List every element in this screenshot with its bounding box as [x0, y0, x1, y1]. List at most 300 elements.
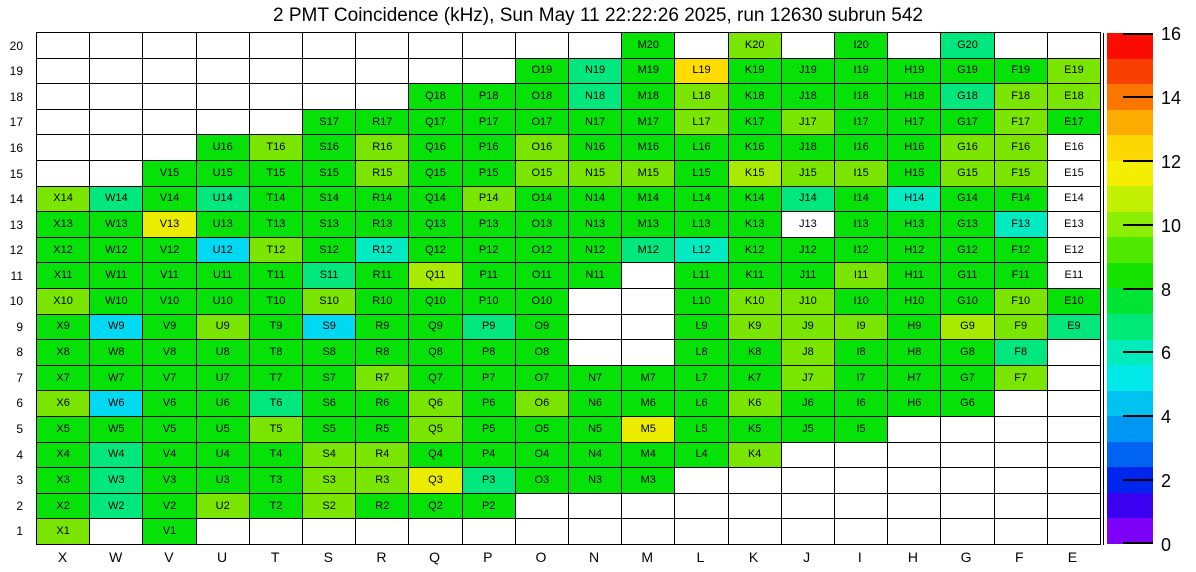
cell-N18: N18	[569, 84, 621, 109]
cell-T1-empty	[250, 519, 302, 544]
cell-G14: G14	[941, 187, 993, 212]
cell-O20-empty	[516, 33, 568, 58]
cell-R3: R3	[356, 468, 408, 493]
cell-H6: H6	[888, 391, 940, 416]
cell-J17: J17	[782, 110, 834, 135]
cell-J12: J12	[782, 238, 834, 263]
cell-O11: O11	[516, 263, 568, 288]
colorbar-tick-label-4: 4	[1161, 407, 1172, 428]
cell-Q8: Q8	[409, 340, 461, 365]
cell-U13: U13	[197, 212, 249, 237]
colorbar-tick-label-0: 0	[1161, 535, 1172, 555]
cell-W16-empty	[90, 135, 142, 160]
cell-I17: I17	[835, 110, 887, 135]
cell-T19-empty	[250, 59, 302, 84]
cell-Q6: Q6	[409, 391, 461, 416]
cell-H5-empty	[888, 417, 940, 442]
cell-J5: J5	[782, 417, 834, 442]
cell-R12: R12	[356, 238, 408, 263]
cell-X11: X11	[37, 263, 89, 288]
colorbar-tick-label-8: 8	[1161, 279, 1172, 300]
cell-V13: V13	[143, 212, 195, 237]
cell-O9: O9	[516, 315, 568, 340]
cell-L10: L10	[675, 289, 727, 314]
cell-X17-empty	[37, 110, 89, 135]
cell-E17: E17	[1048, 110, 1100, 135]
cell-J1-empty	[782, 519, 834, 544]
cell-J8: J8	[782, 340, 834, 365]
cell-I6: I6	[835, 391, 887, 416]
cell-L12: L12	[675, 238, 727, 263]
cell-T9: T9	[250, 315, 302, 340]
cell-W6: W6	[90, 391, 142, 416]
cell-L5: L5	[675, 417, 727, 442]
cell-M9-empty	[622, 315, 674, 340]
cell-L3-empty	[675, 468, 727, 493]
cell-K18: K18	[729, 84, 781, 109]
cell-L11: L11	[675, 263, 727, 288]
cell-T2: T2	[250, 494, 302, 519]
cell-P15: P15	[463, 161, 515, 186]
cell-I19: I19	[835, 59, 887, 84]
cell-F5-empty	[995, 417, 1047, 442]
cell-Q11: Q11	[409, 263, 461, 288]
cell-S18-empty	[303, 84, 355, 109]
cell-L15: L15	[675, 161, 727, 186]
cell-Q2: Q2	[409, 494, 461, 519]
cell-U7: U7	[197, 366, 249, 391]
cell-H7: H7	[888, 366, 940, 391]
cell-G5-empty	[941, 417, 993, 442]
x-tick-label-S: S	[323, 549, 333, 565]
cell-R6: R6	[356, 391, 408, 416]
cell-O14: O14	[516, 187, 568, 212]
cell-X2: X2	[37, 494, 89, 519]
cell-H9: H9	[888, 315, 940, 340]
cell-N6: N6	[569, 391, 621, 416]
cell-T5: T5	[250, 417, 302, 442]
colorbar-tick-4	[1123, 415, 1153, 417]
x-tick-label-G: G	[960, 549, 972, 565]
cell-Q20-empty	[409, 33, 461, 58]
cell-O15: O15	[516, 161, 568, 186]
cell-M19: M19	[622, 59, 674, 84]
y-tick-label-3: 3	[16, 473, 23, 488]
chart-title: 2 PMT Coincidence (kHz), Sun May 11 22:22:26 2025, run 12630 subrun 542	[273, 5, 923, 26]
cell-T17-empty	[250, 110, 302, 135]
cell-V2: V2	[143, 494, 195, 519]
cell-R9: R9	[356, 315, 408, 340]
cell-M20: M20	[622, 33, 674, 58]
cell-O1-empty	[516, 519, 568, 544]
cell-M2-empty	[622, 494, 674, 519]
cell-N1-empty	[569, 519, 621, 544]
cell-M1-empty	[622, 519, 674, 544]
cell-S5: S5	[303, 417, 355, 442]
cell-R17: R17	[356, 110, 408, 135]
cell-T7: T7	[250, 366, 302, 391]
x-tick-label-I: I	[857, 549, 862, 565]
cell-V5: V5	[143, 417, 195, 442]
cell-W9: W9	[90, 315, 142, 340]
cell-P3: P3	[463, 468, 515, 493]
cell-Q14: Q14	[409, 187, 461, 212]
cell-Q12: Q12	[409, 238, 461, 263]
cell-P9: P9	[463, 315, 515, 340]
cell-E18: E18	[1048, 84, 1100, 109]
cell-N20-empty	[569, 33, 621, 58]
cell-T8: T8	[250, 340, 302, 365]
cell-Q1-empty	[409, 519, 461, 544]
cell-I16: I16	[835, 135, 887, 160]
cell-H11: H11	[888, 263, 940, 288]
cell-K15: K15	[729, 161, 781, 186]
cell-S10: S10	[303, 289, 355, 314]
cell-K13: K13	[729, 212, 781, 237]
cell-T18-empty	[250, 84, 302, 109]
cell-K12: K12	[729, 238, 781, 263]
cell-L18: L18	[675, 84, 727, 109]
cell-F20-empty	[995, 33, 1047, 58]
x-tick-label-F: F	[1014, 549, 1024, 565]
x-tick-label-Q: Q	[429, 549, 441, 565]
cell-H14: H14	[888, 187, 940, 212]
cell-X7: X7	[37, 366, 89, 391]
cell-H17: H17	[888, 110, 940, 135]
cell-G19: G19	[941, 59, 993, 84]
colorbar-tick-label-10: 10	[1161, 215, 1182, 236]
cell-V7: V7	[143, 366, 195, 391]
cell-T16: T16	[250, 135, 302, 160]
cell-U8: U8	[197, 340, 249, 365]
cell-N17: N17	[569, 110, 621, 135]
cell-W3: W3	[90, 468, 142, 493]
cell-W2: W2	[90, 494, 142, 519]
cell-K4: K4	[729, 443, 781, 468]
colorbar-ticks	[1123, 24, 1196, 555]
cell-I10: I10	[835, 289, 887, 314]
cell-T11: T11	[250, 263, 302, 288]
cell-L19: L19	[675, 59, 727, 84]
cell-L14: L14	[675, 187, 727, 212]
cell-M12: M12	[622, 238, 674, 263]
cell-R20-empty	[356, 33, 408, 58]
cell-J4-empty	[782, 443, 834, 468]
cell-G1-empty	[941, 519, 993, 544]
cell-W7: W7	[90, 366, 142, 391]
cell-O8: O8	[516, 340, 568, 365]
cell-N12: N12	[569, 238, 621, 263]
cell-M15: M15	[622, 161, 674, 186]
cell-J11: J11	[782, 263, 834, 288]
cell-P19-empty	[463, 59, 515, 84]
cell-K3-empty	[729, 468, 781, 493]
cell-P5: P5	[463, 417, 515, 442]
cell-N11: N11	[569, 263, 621, 288]
cell-P13: P13	[463, 212, 515, 237]
cell-E13: E13	[1048, 212, 1100, 237]
cell-W15-empty	[90, 161, 142, 186]
cell-F4-empty	[995, 443, 1047, 468]
cell-I3-empty	[835, 468, 887, 493]
cell-T4: T4	[250, 443, 302, 468]
cell-W5: W5	[90, 417, 142, 442]
cell-K8: K8	[729, 340, 781, 365]
cell-F17: F17	[995, 110, 1047, 135]
cell-S17: S17	[303, 110, 355, 135]
cell-U3: U3	[197, 468, 249, 493]
cell-E6-empty	[1048, 391, 1100, 416]
cell-G7: G7	[941, 366, 993, 391]
cell-G6: G6	[941, 391, 993, 416]
cell-H13: H13	[888, 212, 940, 237]
x-tick-label-R: R	[376, 549, 387, 565]
cell-U10: U10	[197, 289, 249, 314]
cell-V9: V9	[143, 315, 195, 340]
x-tick-label-T: T	[270, 549, 280, 565]
cell-I15: I15	[835, 161, 887, 186]
cell-R14: R14	[356, 187, 408, 212]
y-tick-label-8: 8	[16, 345, 23, 360]
cell-J2-empty	[782, 494, 834, 519]
cell-W12: W12	[90, 238, 142, 263]
cell-X12: X12	[37, 238, 89, 263]
cell-V20-empty	[143, 33, 195, 58]
cell-P6: P6	[463, 391, 515, 416]
cell-Q9: Q9	[409, 315, 461, 340]
cell-Q5: Q5	[409, 417, 461, 442]
cell-X16-empty	[37, 135, 89, 160]
cell-J15: J15	[782, 161, 834, 186]
cell-W8: W8	[90, 340, 142, 365]
cell-G20: G20	[941, 33, 993, 58]
cell-X6: X6	[37, 391, 89, 416]
cell-N5: N5	[569, 417, 621, 442]
cell-H18: H18	[888, 84, 940, 109]
cell-G17: G17	[941, 110, 993, 135]
cell-V11: V11	[143, 263, 195, 288]
cell-O18: O18	[516, 84, 568, 109]
cell-T13: T13	[250, 212, 302, 237]
cell-J10: J10	[782, 289, 834, 314]
cell-N7: N7	[569, 366, 621, 391]
cell-Q13: Q13	[409, 212, 461, 237]
cell-G16: G16	[941, 135, 993, 160]
cell-W20-empty	[90, 33, 142, 58]
cell-F15: F15	[995, 161, 1047, 186]
cell-J20-empty	[782, 33, 834, 58]
cell-O16: O16	[516, 135, 568, 160]
cell-R4: R4	[356, 443, 408, 468]
cell-N3: N3	[569, 468, 621, 493]
cell-K17: K17	[729, 110, 781, 135]
cell-G11: G11	[941, 263, 993, 288]
cell-R13: R13	[356, 212, 408, 237]
cell-H4-empty	[888, 443, 940, 468]
x-tick-label-K: K	[748, 549, 759, 565]
y-tick-label-12: 12	[9, 243, 23, 258]
cell-P7: P7	[463, 366, 515, 391]
cell-G9: G9	[941, 315, 993, 340]
cell-X18-empty	[37, 84, 89, 109]
cell-J7: J7	[782, 366, 834, 391]
cell-J18: J18	[782, 135, 834, 160]
cell-Q16: Q16	[409, 135, 461, 160]
cell-U20-empty	[197, 33, 249, 58]
cell-M5: M5	[622, 417, 674, 442]
cell-K6: K6	[729, 391, 781, 416]
cell-H12: H12	[888, 238, 940, 263]
cell-K16: K16	[729, 135, 781, 160]
colorbar-tick-label-12: 12	[1161, 151, 1182, 172]
cell-S8: S8	[303, 340, 355, 365]
cell-N13: N13	[569, 212, 621, 237]
cell-E14: E14	[1048, 187, 1100, 212]
cell-F11: F11	[995, 263, 1047, 288]
cell-H20-empty	[888, 33, 940, 58]
x-tick-label-P: P	[483, 549, 493, 565]
cell-R5: R5	[356, 417, 408, 442]
cell-U5: U5	[197, 417, 249, 442]
cell-O17: O17	[516, 110, 568, 135]
cell-L16: L16	[675, 135, 727, 160]
cell-F6-empty	[995, 391, 1047, 416]
cell-G15: G15	[941, 161, 993, 186]
cell-P10: P10	[463, 289, 515, 314]
cell-X20-empty	[37, 33, 89, 58]
cell-X10: X10	[37, 289, 89, 314]
colorbar-tick-12	[1123, 160, 1153, 162]
y-tick-label-14: 14	[9, 192, 23, 207]
cell-S20-empty	[303, 33, 355, 58]
cell-E2-empty	[1048, 494, 1100, 519]
cell-R15: R15	[356, 161, 408, 186]
cell-X4: X4	[37, 443, 89, 468]
cell-P4: P4	[463, 443, 515, 468]
cell-S4: S4	[303, 443, 355, 468]
cell-K5: K5	[729, 417, 781, 442]
cell-W4: W4	[90, 443, 142, 468]
y-axis-labels	[0, 33, 30, 544]
cell-V15: V15	[143, 161, 195, 186]
cell-G18: G18	[941, 84, 993, 109]
x-axis-labels	[36, 548, 1099, 566]
cell-S19-empty	[303, 59, 355, 84]
cell-H10: H10	[888, 289, 940, 314]
cell-F1-empty	[995, 519, 1047, 544]
cell-F7: F7	[995, 366, 1047, 391]
cell-M4: M4	[622, 443, 674, 468]
cell-N4: N4	[569, 443, 621, 468]
cell-Q4: Q4	[409, 443, 461, 468]
x-tick-label-H: H	[907, 549, 919, 565]
colorbar-tick-10	[1123, 224, 1153, 226]
cell-K2-empty	[729, 494, 781, 519]
x-tick-label-O: O	[535, 549, 547, 565]
cell-E10: E10	[1048, 289, 1100, 314]
cell-F2-empty	[995, 494, 1047, 519]
cell-T12: T12	[250, 238, 302, 263]
cell-T3: T3	[250, 468, 302, 493]
cell-V18-empty	[143, 84, 195, 109]
cell-K11: K11	[729, 263, 781, 288]
cell-S1-empty	[303, 519, 355, 544]
cell-G12: G12	[941, 238, 993, 263]
cell-J18: J18	[782, 84, 834, 109]
colorbar-tick-2	[1123, 479, 1153, 481]
cell-I8: I8	[835, 340, 887, 365]
cell-O2-empty	[516, 494, 568, 519]
cell-R18-empty	[356, 84, 408, 109]
cell-S9: S9	[303, 315, 355, 340]
cell-R10: R10	[356, 289, 408, 314]
cell-E7-empty	[1048, 366, 1100, 391]
cell-O12: O12	[516, 238, 568, 263]
cell-N8-empty	[569, 340, 621, 365]
cell-Q15: Q15	[409, 161, 461, 186]
y-tick-label-1: 1	[16, 524, 23, 539]
cell-W11: W11	[90, 263, 142, 288]
cell-L4: L4	[675, 443, 727, 468]
colorbar-tick-label-2: 2	[1161, 471, 1172, 492]
cell-S13: S13	[303, 212, 355, 237]
cell-N15: N15	[569, 161, 621, 186]
cell-L20-empty	[675, 33, 727, 58]
cell-M18: M18	[622, 84, 674, 109]
cell-X14: X14	[37, 187, 89, 212]
cell-U4: U4	[197, 443, 249, 468]
cell-I1-empty	[835, 519, 887, 544]
cell-V14: V14	[143, 187, 195, 212]
cell-H2-empty	[888, 494, 940, 519]
y-tick-label-2: 2	[16, 498, 23, 513]
cell-U1-empty	[197, 519, 249, 544]
cell-V1: V1	[143, 519, 195, 544]
cell-I5: I5	[835, 417, 887, 442]
cell-E9: E9	[1048, 315, 1100, 340]
cell-P8: P8	[463, 340, 515, 365]
cell-U14: U14	[197, 187, 249, 212]
cell-M7: M7	[622, 366, 674, 391]
cell-Q19-empty	[409, 59, 461, 84]
cell-I13: I13	[835, 212, 887, 237]
cell-L7: L7	[675, 366, 727, 391]
cell-E12: E12	[1048, 238, 1100, 263]
cell-V19-empty	[143, 59, 195, 84]
cell-N9-empty	[569, 315, 621, 340]
cell-M13: M13	[622, 212, 674, 237]
cell-R2: R2	[356, 494, 408, 519]
cell-Q3: Q3	[409, 468, 461, 493]
heatmap-grid	[36, 32, 1101, 545]
cell-R8: R8	[356, 340, 408, 365]
cell-F14: F14	[995, 187, 1047, 212]
cell-H19: H19	[888, 59, 940, 84]
cell-N16: N16	[569, 135, 621, 160]
cell-P12: P12	[463, 238, 515, 263]
cell-G13: G13	[941, 212, 993, 237]
cell-O19: O19	[516, 59, 568, 84]
cell-P17: P17	[463, 110, 515, 135]
cell-G10: G10	[941, 289, 993, 314]
colorbar-tick-0	[1123, 542, 1153, 544]
cell-W1-empty	[90, 519, 142, 544]
x-tick-label-N: N	[589, 549, 600, 565]
cell-W13: W13	[90, 212, 142, 237]
cell-T20-empty	[250, 33, 302, 58]
cell-S6: S6	[303, 391, 355, 416]
cell-K14: K14	[729, 187, 781, 212]
